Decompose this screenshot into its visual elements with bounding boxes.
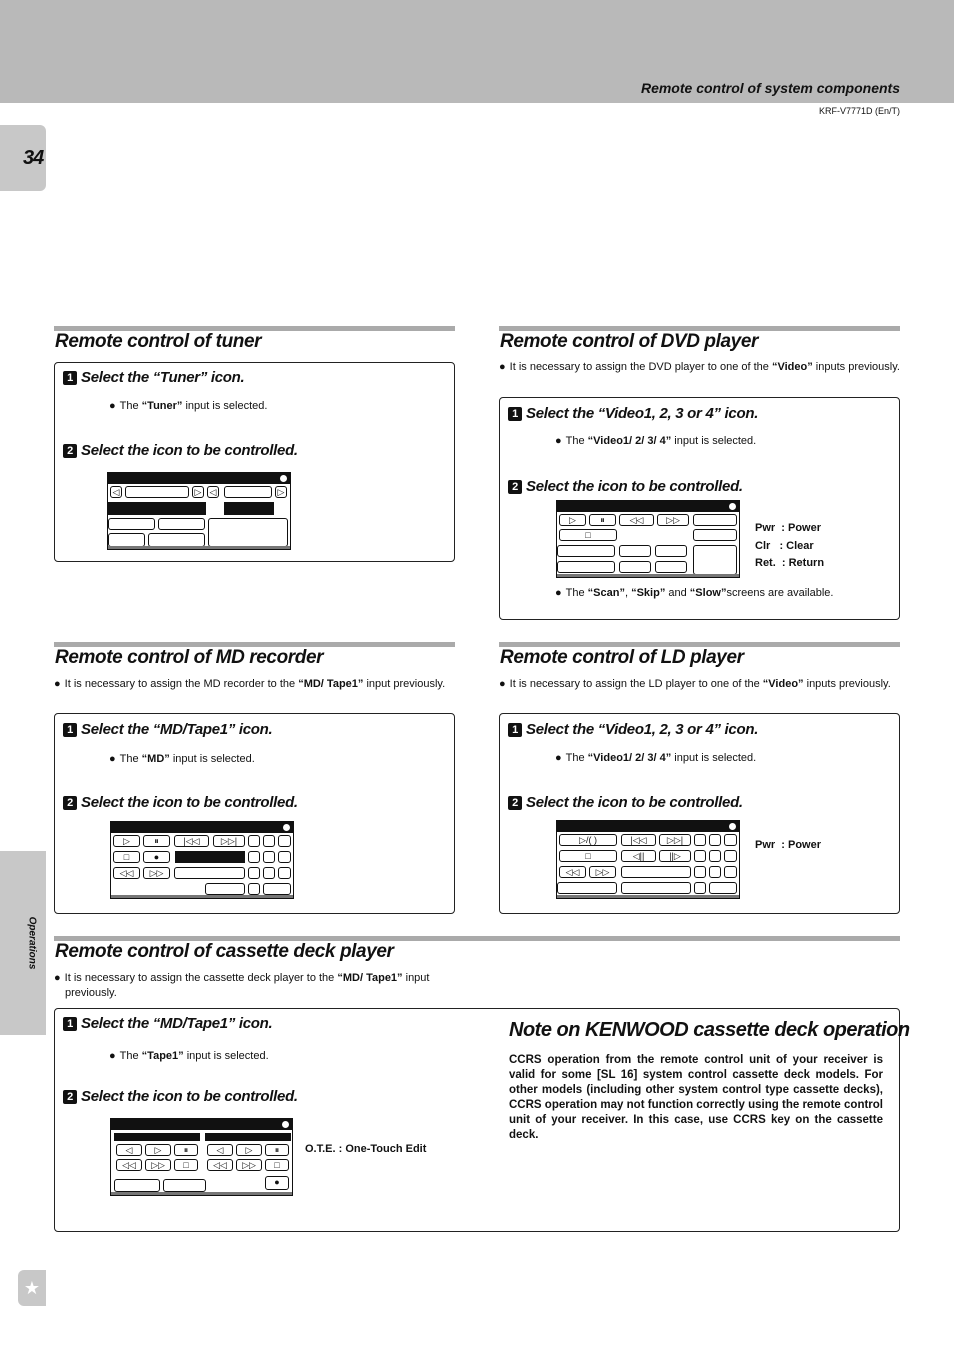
dvd-play-button[interactable]: ▷ bbox=[559, 514, 586, 526]
step-number: 1 bbox=[63, 1017, 77, 1031]
dvd-assign-note: ● It is necessary to assign the DVD player to one of the “Video” inputs previously. bbox=[499, 361, 900, 373]
ld-step-2 bbox=[508, 794, 743, 811]
deck-a-stop-button[interactable]: □ bbox=[174, 1159, 198, 1171]
dvd-section-title: Remote control of DVD player bbox=[500, 331, 759, 352]
screen-footer bbox=[111, 895, 293, 898]
step-number: 1 bbox=[63, 723, 77, 737]
ld-button-1[interactable] bbox=[557, 882, 617, 894]
ld-key-a1[interactable] bbox=[694, 834, 706, 846]
cassette-button-1[interactable] bbox=[114, 1179, 160, 1192]
md-key-b1[interactable] bbox=[248, 851, 260, 863]
md-record-button[interactable]: ● bbox=[143, 851, 170, 863]
ld-step-1-label: Select the “Video1, 2, 3 or 4” icon. bbox=[526, 721, 759, 738]
dvd-power-button[interactable] bbox=[693, 514, 737, 526]
ld-key-a3[interactable] bbox=[724, 834, 737, 846]
dvd-return-button[interactable] bbox=[693, 545, 737, 575]
step-number: 2 bbox=[63, 1090, 77, 1104]
tuner-prev-button[interactable]: ◁ bbox=[110, 486, 122, 498]
md-wide-button[interactable] bbox=[174, 867, 245, 879]
md-skip-forward-button[interactable]: ▷▷| bbox=[213, 835, 245, 847]
dvd-fast-forward-button[interactable]: ▷▷ bbox=[657, 514, 689, 526]
md-power-button[interactable] bbox=[205, 883, 245, 895]
step-number: 2 bbox=[508, 796, 522, 810]
cassette-assign-note: ● It is necessary to assign the cassette deck player to the “MD/ Tape1” input previously. bbox=[54, 972, 430, 999]
ld-wide-button[interactable] bbox=[621, 866, 691, 878]
md-key-a3[interactable] bbox=[278, 835, 291, 847]
md-key-c3[interactable] bbox=[278, 867, 291, 879]
ld-stop-button[interactable]: □ bbox=[559, 850, 617, 862]
md-stop-button[interactable]: □ bbox=[113, 851, 140, 863]
tuner-preset-strip bbox=[224, 502, 274, 515]
ld-key-b1[interactable] bbox=[694, 850, 706, 862]
md-skip-back-button[interactable]: |◁◁ bbox=[174, 835, 209, 847]
tuner-button-4[interactable] bbox=[148, 533, 205, 547]
step-number: 1 bbox=[508, 723, 522, 737]
ld-key-d1[interactable] bbox=[694, 882, 706, 894]
kenwood-note-body: CCRS operation from the remote control unit of your receiver is valid for some [SL 16] system control cassette deck models. For other models (including other system control type cassette decks), CCRS operation may not function correctly using the remote control unit of your receiver. In this case, use CCRS key on the cassette deck. bbox=[509, 1054, 883, 1141]
tuner-frequency-display bbox=[125, 486, 189, 498]
kenwood-note-title: Note on KENWOOD cassette deck operation bbox=[509, 1019, 910, 1041]
deck-a-pause-button[interactable]: ⏸ bbox=[174, 1144, 198, 1156]
header-section-title: Remote control of system components bbox=[640, 80, 900, 96]
md-pause-button[interactable]: ⏸ bbox=[143, 835, 170, 847]
dvd-stop-button[interactable]: □ bbox=[559, 529, 617, 541]
preset-prev-button[interactable]: ◁ bbox=[207, 486, 219, 498]
deck-a-fast-forward-button[interactable]: ▷▷ bbox=[145, 1159, 171, 1171]
tuner-button-1[interactable] bbox=[108, 518, 155, 530]
preset-next-button[interactable]: ▷ bbox=[275, 486, 287, 498]
ld-skip-back-button[interactable]: |◁◁ bbox=[621, 834, 656, 846]
md-key-b2[interactable] bbox=[263, 851, 275, 863]
ld-step-2-label: Select the icon to be controlled. bbox=[526, 794, 743, 811]
ld-button-legend: Pwr : Power bbox=[755, 839, 822, 851]
ld-fast-forward-button[interactable]: ▷▷ bbox=[589, 866, 616, 878]
cassette-section-title: Remote control of cassette deck player bbox=[55, 941, 394, 962]
screen-footer bbox=[557, 574, 739, 577]
md-control-screen bbox=[110, 821, 294, 899]
cassette-control-screen bbox=[110, 1118, 293, 1196]
tuner-section-title: Remote control of tuner bbox=[55, 331, 262, 352]
ld-input-note: ● The “Video1/ 2/ 3/ 4” input is selected. bbox=[555, 752, 757, 764]
tuner-step-1-label: Select the “Tuner” icon. bbox=[81, 369, 245, 386]
deck-b-fast-forward-button[interactable]: ▷▷ bbox=[236, 1159, 262, 1171]
deck-a-play-button[interactable]: ▷ bbox=[145, 1144, 171, 1156]
screen-title-bar bbox=[557, 501, 739, 512]
ld-key-b2[interactable] bbox=[709, 850, 721, 862]
dvd-step-1-label: Select the “Video1, 2, 3 or 4” icon. bbox=[526, 405, 759, 422]
tuner-button-2[interactable] bbox=[158, 518, 205, 530]
dvd-button-legend: Pwr : Power Clr : Clear Ret. : Return bbox=[755, 522, 825, 569]
md-fast-forward-button[interactable]: ▷▷ bbox=[143, 867, 170, 879]
dvd-button-1[interactable] bbox=[557, 545, 615, 557]
deck-b-reverse-play-button[interactable]: ◁ bbox=[207, 1144, 233, 1156]
md-step-2 bbox=[63, 794, 298, 811]
cassette-input-note: ● The “Tape1” input is selected. bbox=[109, 1050, 269, 1062]
ld-skip-forward-button[interactable]: ▷▷| bbox=[659, 834, 691, 846]
dvd-rewind-button[interactable]: ◁◁ bbox=[619, 514, 654, 526]
preset-display bbox=[224, 486, 272, 498]
ld-step-forward-button[interactable]: ||▷ bbox=[659, 850, 691, 862]
page-number: 34 bbox=[23, 147, 44, 169]
ld-section-title: Remote control of LD player bbox=[500, 647, 744, 668]
ld-rewind-button[interactable]: ◁◁ bbox=[559, 866, 586, 878]
deck-b-stop-button[interactable]: □ bbox=[265, 1159, 289, 1171]
screen-title-bar bbox=[557, 821, 739, 832]
cassette-ote-button[interactable] bbox=[163, 1179, 206, 1192]
cassette-step-2 bbox=[63, 1088, 298, 1105]
md-play-button[interactable]: ▷ bbox=[113, 835, 140, 847]
md-key-b3[interactable] bbox=[278, 851, 291, 863]
step-number: 2 bbox=[63, 444, 77, 458]
cassette-step-1-label: Select the “MD/Tape1” icon. bbox=[81, 1015, 273, 1032]
dvd-step-2 bbox=[508, 478, 743, 495]
tuner-next-button[interactable]: ▷ bbox=[192, 486, 204, 498]
md-key-a1[interactable] bbox=[248, 835, 260, 847]
ld-key-c3[interactable] bbox=[724, 866, 737, 878]
deck-b-strip bbox=[205, 1133, 291, 1141]
step-number: 2 bbox=[63, 796, 77, 810]
dvd-button-5[interactable] bbox=[619, 561, 651, 573]
ld-key-c1[interactable] bbox=[694, 866, 706, 878]
md-step-2-label: Select the icon to be controlled. bbox=[81, 794, 298, 811]
md-display-strip bbox=[175, 851, 245, 863]
ld-play-still-button[interactable]: ▷/( ) bbox=[559, 834, 617, 846]
tuner-input-note: ● The “Tuner” input is selected. bbox=[109, 400, 268, 412]
md-step-1 bbox=[63, 721, 272, 738]
deck-a-reverse-play-button[interactable]: ◁ bbox=[116, 1144, 142, 1156]
side-tab bbox=[0, 851, 46, 1035]
screen-title-bar bbox=[108, 473, 290, 484]
dvd-clear-button[interactable] bbox=[655, 561, 687, 573]
ld-step-1 bbox=[508, 721, 758, 738]
ld-key-c2[interactable] bbox=[709, 866, 721, 878]
side-tab-label: Operations bbox=[26, 916, 38, 970]
cassette-step-2-label: Select the icon to be controlled. bbox=[81, 1088, 298, 1105]
md-input-note: ● The “MD” input is selected. bbox=[109, 753, 255, 765]
ld-assign-note: ● It is necessary to assign the LD player to one of the “Video” inputs previously. bbox=[499, 678, 891, 690]
dvd-button-2[interactable] bbox=[619, 545, 651, 557]
md-step-1-label: Select the “MD/Tape1” icon. bbox=[81, 721, 273, 738]
ld-control-screen bbox=[556, 820, 740, 899]
cassette-button-legend: O.T.E. : One-Touch Edit bbox=[305, 1143, 427, 1155]
deck-a-strip bbox=[114, 1133, 200, 1141]
tuner-control-screen bbox=[107, 472, 291, 550]
dvd-step-1 bbox=[508, 405, 758, 422]
md-key-d1[interactable] bbox=[248, 883, 260, 895]
tuner-step-1 bbox=[63, 369, 244, 386]
header-model-code: KRF-V7771D (En/T) bbox=[818, 106, 900, 116]
md-key-c1[interactable] bbox=[248, 867, 260, 879]
ld-power-button[interactable] bbox=[621, 882, 691, 894]
ld-step-back-button[interactable]: ◁|| bbox=[621, 850, 656, 862]
star-icon: ★ bbox=[18, 1270, 46, 1306]
deck-b-pause-button[interactable]: ⏸ bbox=[265, 1144, 289, 1156]
cassette-step-1 bbox=[63, 1015, 272, 1032]
md-key-d2[interactable] bbox=[263, 883, 291, 895]
screen-footer bbox=[111, 1192, 292, 1195]
dvd-control-screen bbox=[556, 500, 740, 578]
dvd-screens-note: ● The “Scan”, “Skip” and “Slow”screens are available. bbox=[555, 587, 834, 599]
deck-b-rewind-button[interactable]: ◁◁ bbox=[207, 1159, 233, 1171]
step-number: 2 bbox=[508, 480, 522, 494]
dvd-pause-button[interactable]: ⏸ bbox=[589, 514, 616, 526]
tuner-band-strip bbox=[108, 502, 206, 515]
step-number: 1 bbox=[508, 407, 522, 421]
screen-footer bbox=[557, 895, 739, 898]
dvd-button-3[interactable] bbox=[655, 545, 687, 557]
ld-key-a2[interactable] bbox=[709, 834, 721, 846]
ld-key-b3[interactable] bbox=[724, 850, 737, 862]
screen-footer bbox=[108, 546, 290, 549]
deck-b-play-button[interactable]: ▷ bbox=[236, 1144, 262, 1156]
md-assign-note: ● It is necessary to assign the MD recorder to the “MD/ Tape1” input previously. bbox=[54, 678, 446, 690]
dvd-step-2-label: Select the icon to be controlled. bbox=[526, 478, 743, 495]
md-rewind-button[interactable]: ◁◁ bbox=[113, 867, 140, 879]
md-key-a2[interactable] bbox=[263, 835, 275, 847]
screen-title-bar bbox=[111, 822, 293, 833]
md-key-c2[interactable] bbox=[263, 867, 275, 879]
tuner-step-2-label: Select the icon to be controlled. bbox=[81, 442, 298, 459]
md-section-title: Remote control of MD recorder bbox=[55, 647, 324, 668]
dvd-input-note: ● The “Video1/ 2/ 3/ 4” input is selected. bbox=[555, 435, 757, 447]
tuner-step-2 bbox=[63, 442, 298, 459]
deck-a-rewind-button[interactable]: ◁◁ bbox=[116, 1159, 142, 1171]
ld-key-d2[interactable] bbox=[709, 882, 737, 894]
tuner-button-large[interactable] bbox=[208, 518, 288, 547]
screen-title-bar bbox=[111, 1119, 292, 1130]
dvd-menu-button[interactable] bbox=[693, 529, 737, 541]
tuner-button-3[interactable] bbox=[108, 533, 145, 547]
step-number: 1 bbox=[63, 371, 77, 385]
deck-b-record-button[interactable]: ● bbox=[265, 1176, 289, 1190]
dvd-button-4[interactable] bbox=[557, 561, 615, 573]
